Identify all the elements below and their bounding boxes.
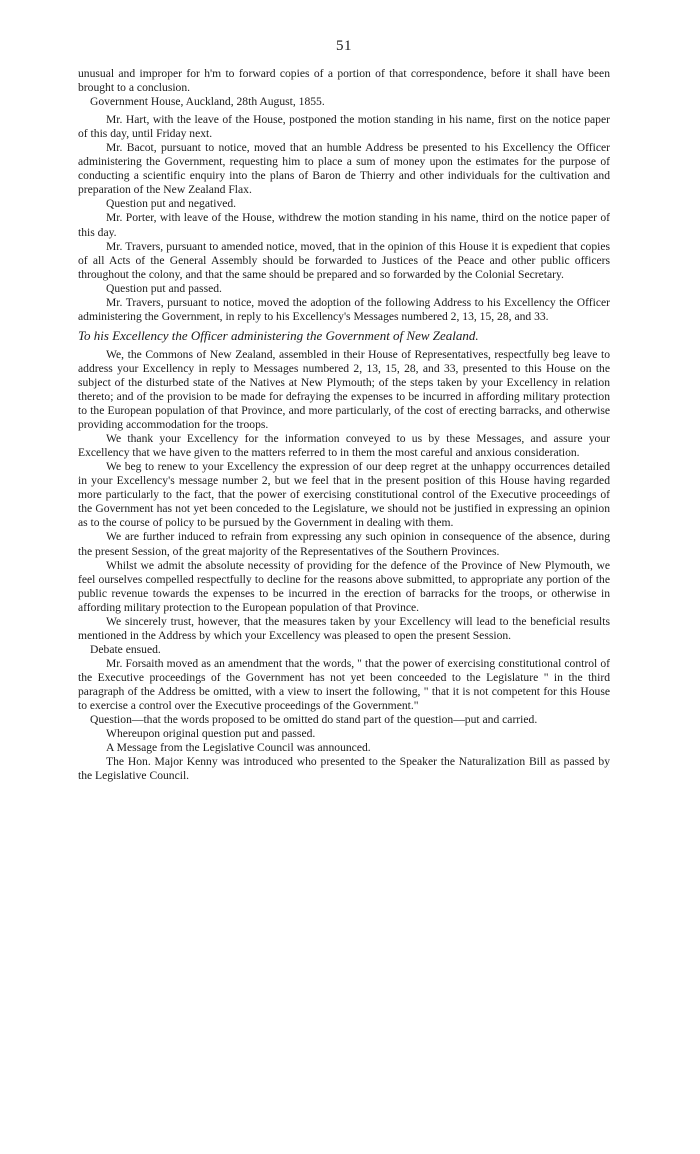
paragraph-forsaith-amendment: Mr. Forsaith moved as an amendment that the words, " that the power of exercising constitutional control of the Executive proceedings of the Government has not yet been conceeded to the Legislature " in the third paragraph of the Address be omitted, with a view to insert the following, " that it is not competent for this House to exercise a control over the Executive proceedings of the Government." <box>78 656 610 713</box>
paragraph-address-trust: We sincerely trust, however, that the measures taken by your Excellency will lead to the beneficial results mentioned in the Address by which your Excellency was pleased to open the present Session. <box>78 614 610 642</box>
paragraph-question-words: Question—that the words proposed to be omitted do stand part of the question—put and carried. <box>90 713 538 727</box>
paragraph-hart-motion: Mr. Hart, with the leave of the House, postponed the motion standing in his name, first on the notice paper of this day, until Friday next. <box>78 113 610 141</box>
paragraph-address-regret: We beg to renew to your Excellency the expression of our deep regret at the unhappy occurrences detailed in your Excellency's message number 2, but we feel that in the present position of this House having regarded more particularly to the fact, that the power of exercising constitutional control of the Executive proceedings of the Government has not yet been conceded to the Legislature, we should not be justified in expressing an opinion as to the course of policy to be pursued by the Government in dealing with them. <box>78 460 610 530</box>
paragraph-travers-amended-motion: Mr. Travers, pursuant to amended notice, moved, that in the opinion of this House it is expedient that copies of all Acts of the General Assembly should be forwarded to Justices of the Peace and other public officers throughout the colony, and that the same should be prepared and so forwarded by the Colonial Secretary. <box>78 239 610 281</box>
paragraph-porter-motion: Mr. Porter, with leave of the House, withdrew the motion standing in his name, third on the notice paper of this day. <box>78 211 610 239</box>
paragraph-council-message: A Message from the Legislative Council was announced. <box>106 741 371 755</box>
paragraph-address-refrain: We are further induced to refrain from expressing any such opinion in consequence of the absence, during the present Session, of the great majority of the Representatives of the Southern Provinces. <box>78 530 610 558</box>
paragraph-question-negatived: Question put and negatived. <box>106 197 237 211</box>
paragraph-address-defence: Whilst we admit the absolute necessity of providing for the defence of the Province of New Plymouth, we feel ourselves compelled respectfully to decline for the reasons above submitted, to appropriate any portion of the public revenue towards the expenses to be incurred in the erection of barracks for the troops, or otherwise in affording military protection to the European population of that Province. <box>78 558 610 614</box>
paragraph-letter-conclusion: unusual and improper for h'm to forward copies of a portion of that correspondence, before it shall have been brought to a conclusion. <box>78 67 610 95</box>
paragraph-address-commons: We, the Commons of New Zealand, assembled in their House of Representatives, respectfully beg leave to address your Excellency in reply to Messages numbered 2, 13, 15, 28, and 33, presented to this House on the subject of the disturbed state of the Natives at New Plymouth; of the steps taken by your Excellency in relation thereto; and of the provision to be made for defraying the expenses to be incurred in affording military protection to the European population of that Province, and more particularly, of the cost of erecting barracks, and otherwise providing accommodation for the troops. <box>78 347 610 432</box>
paragraph-travers-address-motion: Mr. Travers, pursuant to notice, moved the adoption of the following Address to his Excellency the Officer administering the Government, in reply to his Excellency's Messages numbered 2, 13, 15, 28, and 33. <box>78 295 610 323</box>
paragraph-original-question: Whereupon original question put and passed. <box>106 727 316 741</box>
paragraph-kenny-bill: The Hon. Major Kenny was introduced who presented to the Speaker the Naturalization Bill as passed by the Legislative Council. <box>78 755 610 783</box>
address-heading: To his Excellency the Officer administering the Government of New Zealand. <box>78 327 479 343</box>
paragraph-question-passed: Question put and passed. <box>106 281 222 295</box>
paragraph-debate-ensued: Debate ensued. <box>90 642 161 656</box>
document-page <box>78 38 610 783</box>
page-number: 51 <box>336 38 352 54</box>
paragraph-dateline: Government House, Auckland, 28th August, 1855. <box>90 95 325 109</box>
paragraph-address-thanks: We thank your Excellency for the information conveyed to us by these Messages, and assure your Excellency that we have given to the matters referred to in them the most careful and anxious consideration. <box>78 432 610 460</box>
paragraph-bacot-motion: Mr. Bacot, pursuant to notice, moved that an humble Address be presented to his Excellency the Officer administering the Government, requesting him to place a sum of money upon the estimates for the purpose of conducting a scientific enquiry into the plans of Baron de Thierry and other individuals for the cultivation and preparation of the New Zealand Flax. <box>78 141 610 197</box>
